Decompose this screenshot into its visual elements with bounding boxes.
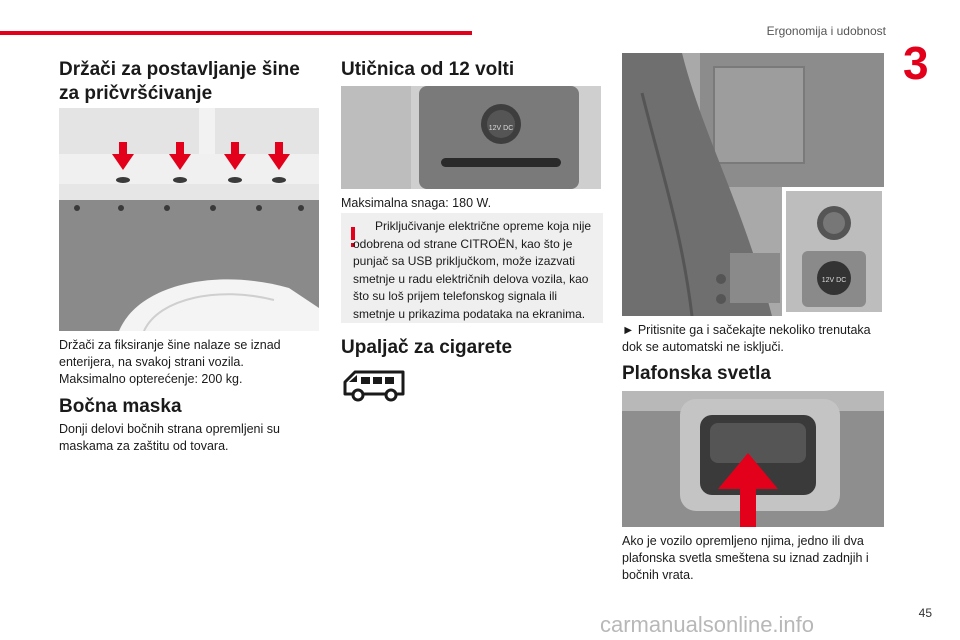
svg-text:12V DC: 12V DC <box>488 125 514 132</box>
watermark: carmanualsonline.info <box>600 612 815 637</box>
ceiling-lights-text: Ako je vozilo opremljeno njima, jedno ili dva plafonska svetla smeštena su iznad zadnjih i bočnih vrata. <box>622 534 869 582</box>
section-title-side-trim: Bočna maska <box>59 396 182 417</box>
ceiling-light-illustration <box>622 391 884 527</box>
side-trim-text: Donji delovi bočnih strana opremljeni su maskama za zaštitu od tovara. <box>59 422 280 453</box>
ceiling-lights-text-block <box>622 533 884 584</box>
van-icon <box>341 368 407 404</box>
warning-text: Priključivanje električne opreme koja nije odobrena od strane CITROËN, kao što je punjač sa USB priključkom, može izazvati smetnje u radu električnih delova vozila, kao što su loš prijem telefonskog signala ili smetnje u prikazima podataka na ekranima. <box>353 219 592 321</box>
instruction-text: ► Pritisnite ga i sačekajte nekoliko trenutaka dok se automatski ne isključi. <box>622 323 871 354</box>
column-rail-brackets <box>59 58 321 106</box>
power-text-block <box>341 195 603 212</box>
section-title-socket-12v: Utičnica od 12 volti <box>341 59 515 80</box>
instruction-block <box>622 322 884 356</box>
cigarette-lighter-block <box>341 336 603 360</box>
van-icon-wrap <box>341 368 407 404</box>
svg-text:12V DC: 12V DC <box>821 277 847 284</box>
max-power-text: Maksimalna snaga: 180 W. <box>341 196 492 210</box>
ceiling-light-photo <box>622 391 884 527</box>
chapter-title: Ergonomija i udobnost <box>766 24 886 38</box>
rail-brackets-photo <box>59 108 319 331</box>
section-title-ceiling-lights: Plafonska svetla <box>622 363 771 384</box>
side-trim-block <box>59 395 321 455</box>
rail-brackets-caption-block <box>59 337 321 388</box>
dashboard-socket-photo <box>622 53 884 316</box>
page-number: 45 <box>918 606 932 620</box>
rail-brackets-illustration <box>59 108 319 331</box>
socket-12v-photo <box>341 86 601 189</box>
section-title-rail-brackets: Držači za postavljanje šine za pričvršćivanje <box>59 59 300 104</box>
chapter-number: 3 <box>903 37 929 89</box>
ceiling-lights-block <box>622 362 884 386</box>
dashboard-socket-illustration <box>622 53 884 316</box>
warning-box <box>341 213 603 323</box>
socket-12v-block <box>341 58 603 82</box>
top-accent-bar <box>0 31 472 35</box>
section-title-cigarette-lighter: Upaljač za cigarete <box>341 337 513 358</box>
rail-brackets-caption: Držači za fiksiranje šine nalaze se iznad enterijera, na svakoj strani vozila. Maksimalno opterećenje: 200 kg. <box>59 338 281 386</box>
socket-12v-illustration <box>341 86 601 189</box>
